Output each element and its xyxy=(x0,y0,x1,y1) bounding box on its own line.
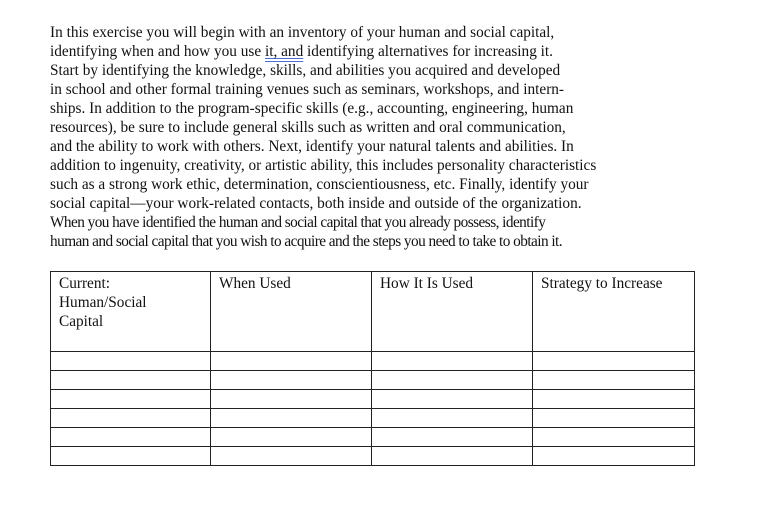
table-row xyxy=(51,390,695,409)
table-cell[interactable] xyxy=(372,447,533,466)
table-row xyxy=(51,409,695,428)
instruction-line: such as a strong work ethic, determination, conscientiousness, etc. Finally, identify your xyxy=(50,176,589,193)
table-cell[interactable] xyxy=(372,390,533,409)
instruction-line: and the ability to work with others. Next, identify your natural talents and abilities. In xyxy=(50,138,574,155)
table-cell[interactable] xyxy=(51,409,211,428)
instruction-line: human and social capital that you wish to acquire and the steps you need to take to obtain it. xyxy=(50,233,563,250)
table-cell[interactable] xyxy=(211,428,372,447)
instruction-line: Start by identifying the knowledge, skills, and abilities you acquired and developed xyxy=(50,62,561,79)
header-current-capital: Current: Human/Social Capital xyxy=(51,272,211,352)
header-how-used: How It Is Used xyxy=(372,272,533,352)
table-cell[interactable] xyxy=(51,371,211,390)
instruction-line: in school and other formal training venues such as seminars, workshops, and intern- xyxy=(50,81,565,98)
table-cell[interactable] xyxy=(211,409,372,428)
instruction-line: addition to ingenuity, creativity, or artistic ability, this includes personality characteristics xyxy=(50,157,597,174)
table-cell[interactable] xyxy=(51,352,211,371)
instructions-paragraph xyxy=(50,23,700,251)
table-cell[interactable] xyxy=(211,447,372,466)
table-cell[interactable] xyxy=(372,352,533,371)
instruction-line: identifying when and how you use it, and identifying alternatives for increasing it. xyxy=(50,43,554,60)
table-cell[interactable] xyxy=(533,409,695,428)
table-cell[interactable] xyxy=(372,428,533,447)
instruction-line: social capital—your work-related contacts, both inside and outside of the organization. xyxy=(50,195,582,212)
spellcheck-flagged-text[interactable]: it, and xyxy=(264,43,304,60)
table-cell[interactable] xyxy=(533,447,695,466)
table-cell[interactable] xyxy=(211,390,372,409)
header-strategy: Strategy to Increase xyxy=(533,272,695,352)
table-row xyxy=(51,428,695,447)
instruction-line: When you have identified the human and social capital that you already possess, identify xyxy=(50,214,546,231)
capital-inventory-table xyxy=(50,271,695,466)
header-when-used: When Used xyxy=(211,272,372,352)
table-header-row xyxy=(51,272,695,352)
table-cell[interactable] xyxy=(533,352,695,371)
table-cell[interactable] xyxy=(51,390,211,409)
instruction-line: resources), be sure to include general skills such as written and oral communication, xyxy=(50,119,566,136)
instruction-line: In this exercise you will begin with an inventory of your human and social capital, xyxy=(50,24,555,41)
table-row xyxy=(51,447,695,466)
table-cell[interactable] xyxy=(533,371,695,390)
instruction-line: ships. In addition to the program-specific skills (e.g., accounting, engineering, human xyxy=(50,100,574,117)
table-row xyxy=(51,352,695,371)
table-cell[interactable] xyxy=(51,428,211,447)
table-cell[interactable] xyxy=(211,371,372,390)
table-cell[interactable] xyxy=(51,447,211,466)
table-cell[interactable] xyxy=(211,352,372,371)
table-cell[interactable] xyxy=(372,371,533,390)
table-cell[interactable] xyxy=(533,428,695,447)
table-cell[interactable] xyxy=(533,390,695,409)
table-cell[interactable] xyxy=(372,409,533,428)
table-row xyxy=(51,371,695,390)
